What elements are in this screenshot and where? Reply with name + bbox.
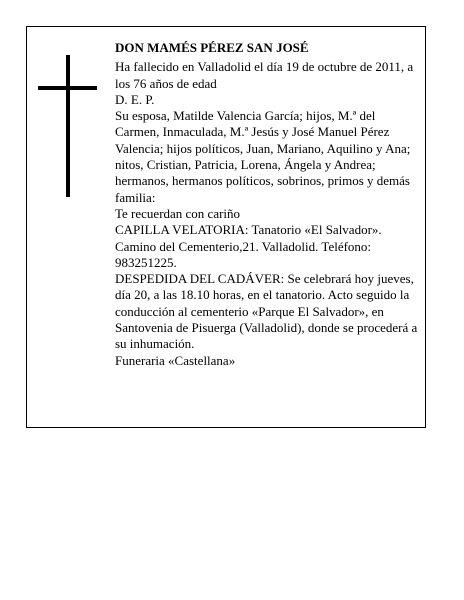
rip-line: D. E. P. (115, 91, 155, 107)
remembrance-line: Te recuerdan con cariño (115, 205, 241, 221)
chapel-info: CAPILLA VELATORIA: Tanatorio «El Salvador». Camino del Cementerio,21. Valladolid. Teléfono: 983251225. (115, 222, 382, 270)
farewell-info: DESPEDIDA DEL CADÁVER: Se celebrará hoy jueves, día 20, a las 18.10 horas, en el tanatorio. Acto seguido la conducción al cementerio «Parque El Salvador», en Santovenia de Pisuerga (Valladolid), donde se procederá a su inhumación. (115, 271, 418, 352)
family-list: Su esposa, Matilde Valencia García; hijos, M.ª del Carmen, Inmaculada, M.ª Jesús y José Manuel Pérez Valencia; hijos políticos, Juan, Mariano, Aquilino y Ana; nitos, Cristian, Patricia, Lorena, Ángela y Andrea; hermanos, hermanos políticos, sobrinos, primos y demás familia: (115, 108, 411, 205)
death-announcement: Ha fallecido en Valladolid el día 19 de octubre de 2011, a los 76 años de edad (115, 59, 414, 91)
cross-horizontal-bar (38, 86, 97, 90)
funeral-home: Funeraria «Castellana» (115, 352, 236, 368)
obituary-notice (26, 26, 426, 428)
deceased-name: DON MAMÉS PÉREZ SAN JOSÉ (115, 40, 309, 55)
obituary-text (115, 40, 421, 369)
cross-vertical-bar (66, 55, 70, 197)
